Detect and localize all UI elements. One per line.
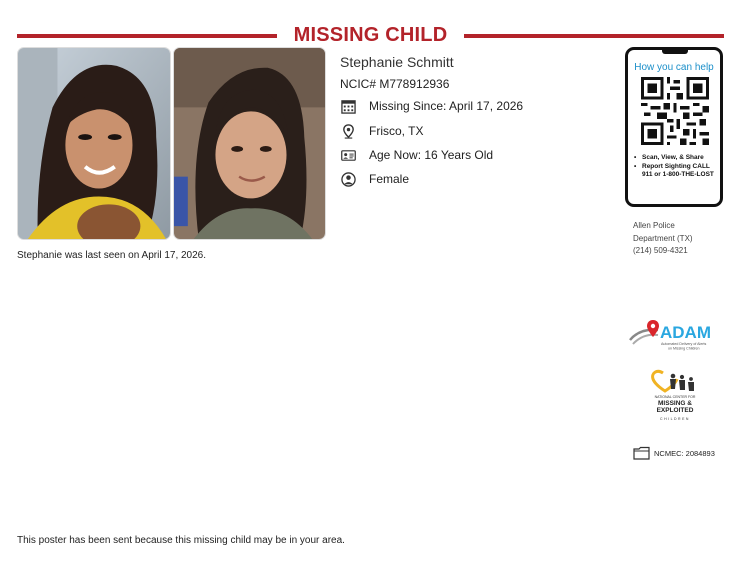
info-location [340,123,424,139]
qr-code[interactable] [641,77,709,145]
child-photo-recent [17,47,171,240]
ncmec-line-2: EXPLOITED [656,406,694,414]
ncmec-line-1: MISSING & [658,400,692,407]
missing-since-text: Missing Since: April 17, 2026 [369,99,524,113]
help-instructions [633,154,719,180]
help-bullet: • Scan, View, & Share [633,154,719,162]
ncmec-logo [645,367,705,427]
agency-phone: (214) 509-4321 [633,246,688,255]
age-text: Age Now: 16 Years Old [369,148,494,162]
help-title: How you can help [634,62,714,73]
folder-icon [633,446,650,460]
calendar-icon [340,98,356,114]
ncmec-emblem [645,367,705,397]
help-bullet: • Report Sighting CALL 911 or 1-800-THE-LOST [633,163,719,179]
info-sex [340,171,410,187]
poster-title: MISSING CHILD [293,24,448,46]
header-rule-left [17,34,277,38]
help-phone-panel [625,47,723,207]
ncmec-case-number: NCMEC: 2084893 [654,448,715,458]
id-card-icon [340,147,356,163]
ncmec-case-row [633,446,715,460]
ncic-number: NCIC# M778912936 [340,77,450,91]
adam-wordmark: ADAM [660,323,711,342]
phone-notch [662,50,688,54]
sex-text: Female [369,172,410,186]
info-missing-since [340,98,524,114]
location-pin-icon [340,123,356,139]
adam-subtitle-2: on Missing Children [668,346,700,351]
last-seen-caption: Stephanie was last seen on April 17, 2026. [17,250,207,261]
child-photo-earlier [173,47,326,240]
adam-logo [628,318,720,354]
adam-subtitle-1: Automated Delivery of Alerts [661,342,707,346]
ncmec-line-3: CHILDREN [660,417,690,421]
info-age [340,147,494,163]
poster-footer-note: This poster has been sent because this missing child may be in your area. [17,535,345,546]
ncmec-wordmark [645,401,705,414]
agency-department: Department (TX) [633,233,693,243]
ncmec-small-text: NATIONAL CENTER FOR [654,395,696,399]
agency-name: Allen Police [633,221,675,230]
person-icon [340,171,356,187]
agency-contact [633,220,693,258]
location-text: Frisco, TX [369,124,424,138]
child-name: Stephanie Schmitt [340,54,454,70]
header-rule-right [464,34,724,38]
